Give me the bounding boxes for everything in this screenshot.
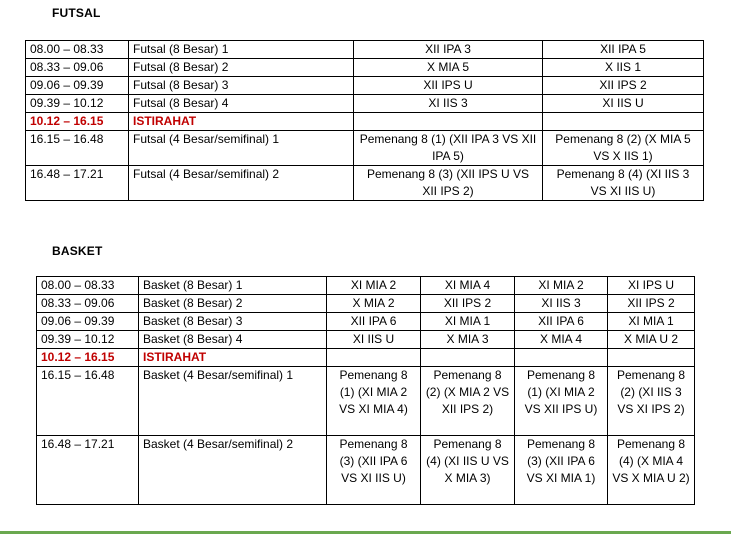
table-row (26, 131, 704, 166)
event-cell: Futsal (4 Besar/semifinal) 2 (129, 166, 354, 201)
team-cell: X IIS 1 (543, 59, 704, 77)
team-cell: XII IPA 6 (327, 313, 421, 331)
matchup-cell: Pemenang 8 (3) (XII IPS U VS XII IPS 2) (354, 166, 543, 201)
event-cell: Futsal (8 Besar) 4 (129, 95, 354, 113)
empty-cell (354, 113, 543, 131)
matchup-cell: Pemenang 8 (2) (XI IIS 3 VS XI IPS 2) (608, 367, 695, 436)
team-cell: X MIA 4 (515, 331, 608, 349)
matchup-cell: Pemenang 8 (3) (XII IPA 6 VS XI MIA 1) (515, 436, 608, 505)
event-cell: Futsal (8 Besar) 2 (129, 59, 354, 77)
team-cell: XI MIA 2 (515, 277, 608, 295)
table-row (37, 295, 695, 313)
time-cell: 16.48 – 17.21 (37, 436, 139, 505)
matchup-cell: Pemenang 8 (4) (XI IIS 3 VS XI IIS U) (543, 166, 704, 201)
time-cell: 08.33 – 09.06 (37, 295, 139, 313)
futsal-heading: FUTSAL (52, 6, 101, 20)
team-cell: XI MIA 4 (421, 277, 515, 295)
table-row (26, 77, 704, 95)
team-cell: XII IPS U (354, 77, 543, 95)
matchup-cell: Pemenang 8 (4) (XI IIS U VS X MIA 3) (421, 436, 515, 505)
empty-cell (515, 349, 608, 367)
team-cell: XII IPS 2 (543, 77, 704, 95)
time-cell: 09.39 – 10.12 (37, 331, 139, 349)
time-cell: 16.15 – 16.48 (26, 131, 129, 166)
team-cell: X MIA 5 (354, 59, 543, 77)
team-cell: XI IIS 3 (515, 295, 608, 313)
matchup-cell: Pemenang 8 (3) (XII IPA 6 VS XI IIS U) (327, 436, 421, 505)
break-row (37, 349, 695, 367)
event-cell: Basket (8 Besar) 2 (139, 295, 327, 313)
empty-cell (608, 349, 695, 367)
event-cell: Futsal (4 Besar/semifinal) 1 (129, 131, 354, 166)
divider-line (0, 531, 731, 534)
team-cell: XI MIA 1 (608, 313, 695, 331)
matchup-cell: Pemenang 8 (2) (X MIA 5 VS X IIS 1) (543, 131, 704, 166)
team-cell: XI IIS U (327, 331, 421, 349)
event-cell: Futsal (8 Besar) 1 (129, 41, 354, 59)
break-row (26, 113, 704, 131)
basket-heading: BASKET (52, 244, 103, 258)
matchup-cell: Pemenang 8 (1) (XII IPA 3 VS XII IPA 5) (354, 131, 543, 166)
event-cell: Basket (8 Besar) 3 (139, 313, 327, 331)
time-cell: 16.15 – 16.48 (37, 367, 139, 436)
event-cell: Basket (8 Besar) 1 (139, 277, 327, 295)
table-row (37, 331, 695, 349)
table-row (26, 95, 704, 113)
team-cell: X MIA U 2 (608, 331, 695, 349)
break-label-cell: ISTIRAHAT (139, 349, 327, 367)
team-cell: X MIA 3 (421, 331, 515, 349)
matchup-cell: Pemenang 8 (2) (X MIA 2 VS XII IPS 2) (421, 367, 515, 436)
table-row (37, 313, 695, 331)
team-cell: XII IPA 6 (515, 313, 608, 331)
team-cell: XII IPS 2 (608, 295, 695, 313)
matchup-cell: Pemenang 8 (4) (X MIA 4 VS X MIA U 2) (608, 436, 695, 505)
matchup-cell: Pemenang 8 (1) (XI MIA 2 VS XII IPS U) (515, 367, 608, 436)
break-time-cell: 10.12 – 16.15 (26, 113, 129, 131)
empty-cell (543, 113, 704, 131)
team-cell: XI MIA 2 (327, 277, 421, 295)
team-cell: XII IPA 3 (354, 41, 543, 59)
time-cell: 08.00 – 08.33 (26, 41, 129, 59)
event-cell: Basket (8 Besar) 4 (139, 331, 327, 349)
team-cell: XII IPS 2 (421, 295, 515, 313)
time-cell: 08.00 – 08.33 (37, 277, 139, 295)
time-cell: 09.06 – 09.39 (26, 77, 129, 95)
table-row (37, 436, 695, 505)
event-cell: Futsal (8 Besar) 3 (129, 77, 354, 95)
event-cell: Basket (4 Besar/semifinal) 1 (139, 367, 327, 436)
team-cell: XI IIS U (543, 95, 704, 113)
team-cell: XI IPS U (608, 277, 695, 295)
event-cell: Basket (4 Besar/semifinal) 2 (139, 436, 327, 505)
empty-cell (327, 349, 421, 367)
time-cell: 08.33 – 09.06 (26, 59, 129, 77)
time-cell: 09.39 – 10.12 (26, 95, 129, 113)
futsal-schedule-table (25, 40, 704, 201)
matchup-cell: Pemenang 8 (1) (XI MIA 2 VS XI MIA 4) (327, 367, 421, 436)
table-row (26, 166, 704, 201)
break-label-cell: ISTIRAHAT (129, 113, 354, 131)
team-cell: XI MIA 1 (421, 313, 515, 331)
time-cell: 09.06 – 09.39 (37, 313, 139, 331)
table-row (37, 367, 695, 436)
table-row (37, 277, 695, 295)
table-row (26, 41, 704, 59)
empty-cell (421, 349, 515, 367)
break-time-cell: 10.12 – 16.15 (37, 349, 139, 367)
time-cell: 16.48 – 17.21 (26, 166, 129, 201)
team-cell: X MIA 2 (327, 295, 421, 313)
table-row (26, 59, 704, 77)
basket-schedule-table (36, 276, 695, 505)
team-cell: XI IIS 3 (354, 95, 543, 113)
team-cell: XII IPA 5 (543, 41, 704, 59)
